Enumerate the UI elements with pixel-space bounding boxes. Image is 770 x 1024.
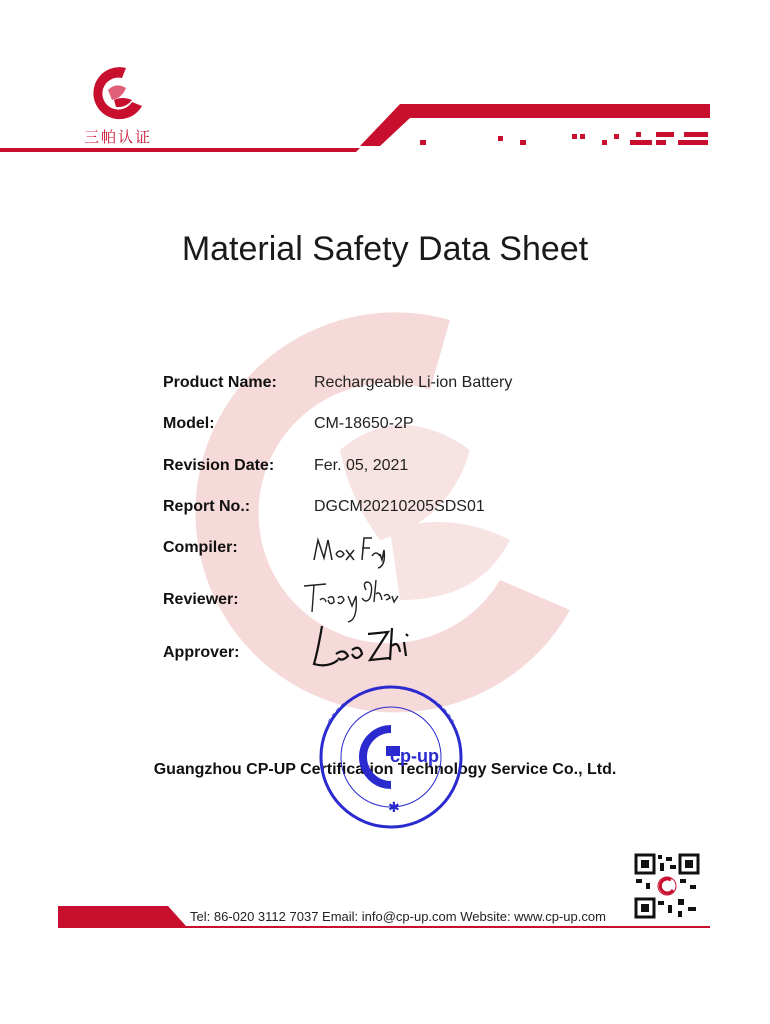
- svg-text:✱: ✱: [388, 799, 400, 815]
- reviewer-signature: [300, 576, 400, 626]
- svg-text:cp-up: cp-up: [390, 746, 439, 766]
- report-no-label: Report No.:: [163, 498, 251, 515]
- approver-label: Approver:: [163, 644, 240, 661]
- document-title: Material Safety Data Sheet: [181, 230, 589, 268]
- revision-date-value: Fer. 05, 2021: [314, 457, 409, 474]
- model-label: Model:: [163, 415, 215, 432]
- model-value: CM-18650-2P: [314, 415, 414, 432]
- revision-date-label: Revision Date:: [163, 457, 275, 474]
- cp-up-logo-icon: [86, 62, 148, 124]
- qr-code-icon: [634, 853, 700, 919]
- product-name-value: Rechargeable Li-ion Battery: [314, 374, 513, 391]
- compiler-signature: [310, 530, 390, 570]
- logo-text: 三帕认证: [84, 128, 153, 146]
- report-no-value: DGCM20210205SDS01: [314, 498, 485, 515]
- compiler-label: Compiler:: [163, 539, 238, 556]
- reviewer-label: Reviewer:: [163, 591, 239, 608]
- product-name-label: Product Name:: [163, 374, 277, 391]
- approver-signature: [308, 620, 418, 676]
- company-name: Guangzhou CP-UP Certification Technology Service Co., Ltd.: [153, 761, 617, 778]
- footer-contact-line: Tel: 86-020 3112 7037 Email: info@cp-up.com Website: www.cp-up.com: [190, 909, 606, 924]
- company-seal-stamp: [316, 682, 466, 832]
